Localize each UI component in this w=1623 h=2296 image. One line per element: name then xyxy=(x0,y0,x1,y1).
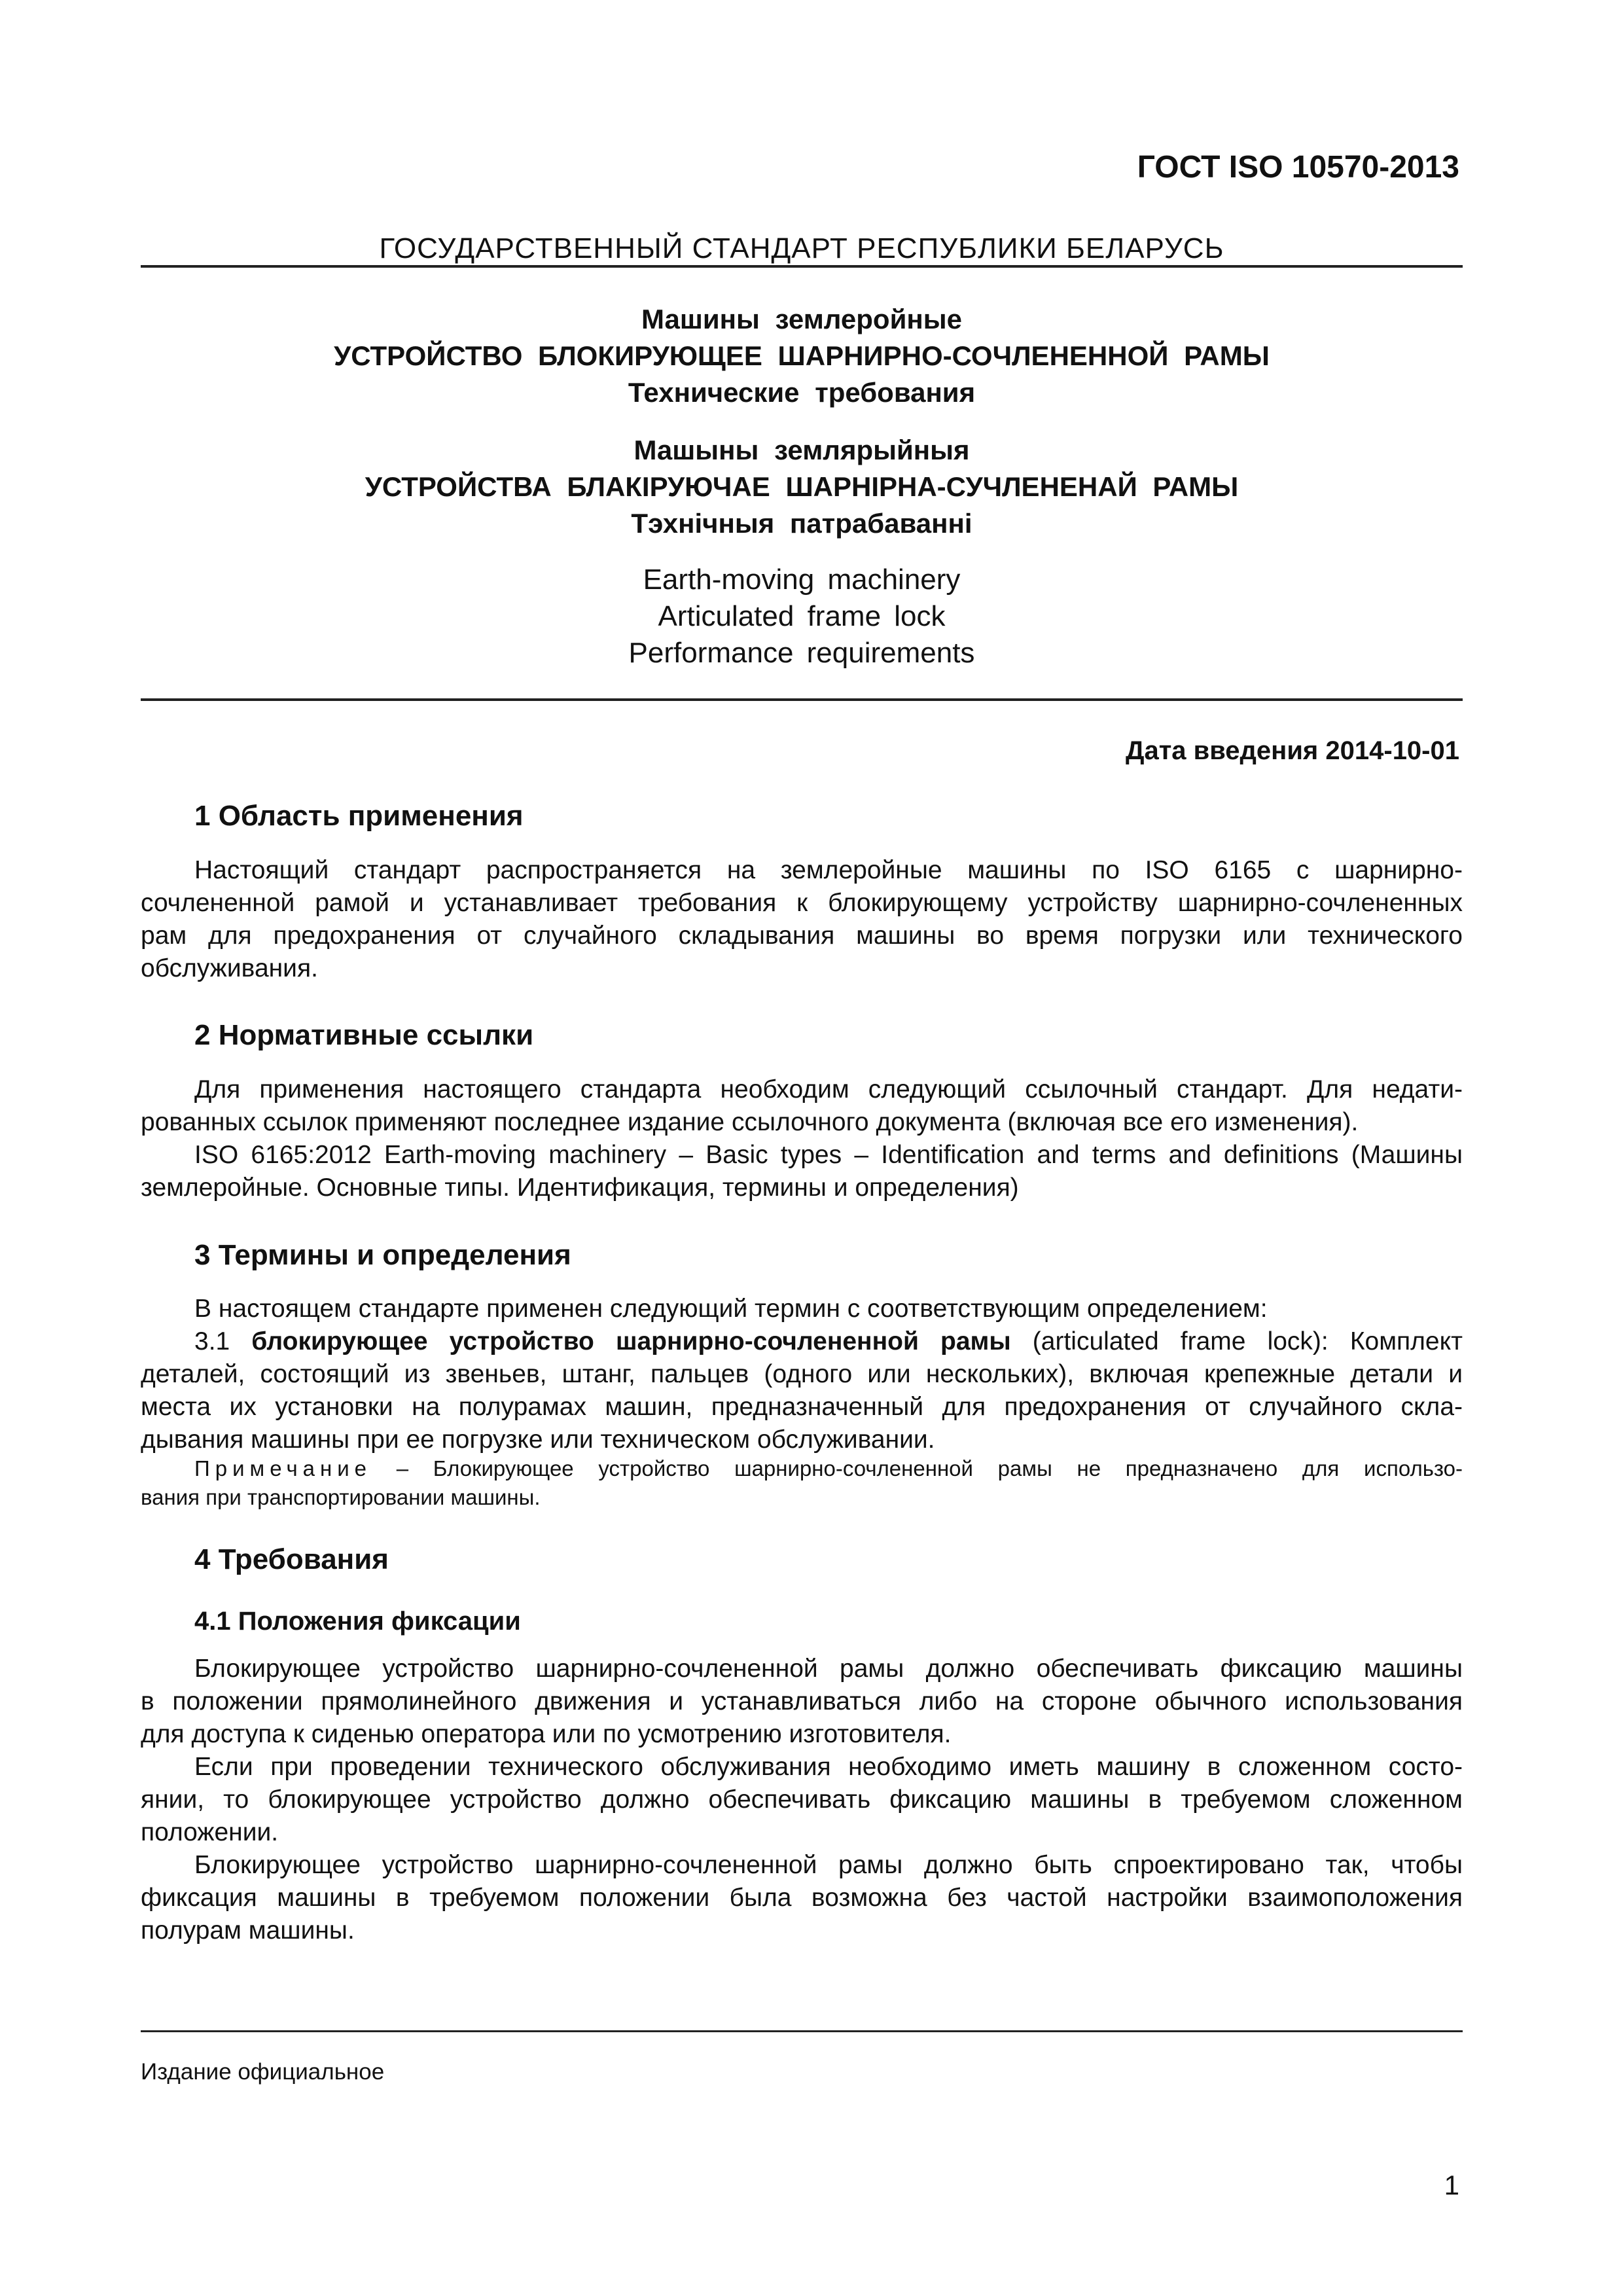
title-en-line2: Articulated frame lock xyxy=(658,600,946,632)
text-line: положении. xyxy=(141,1818,279,1846)
term-definition-start: (articulated frame lock): Комплект xyxy=(1032,1327,1463,1355)
text-line: Для применения настоящего стандарта необходим следующий ссылочный стандарт. Для недати- xyxy=(194,1075,1463,1103)
text-line: полурам машины. xyxy=(141,1916,355,1945)
text-line: Если при проведении технического обслуживания необходимо иметь машину в сложенном состо- xyxy=(194,1753,1463,1781)
page-number: 1 xyxy=(1444,2170,1459,2200)
text-line: землеройные. Основные типы. Идентификация, термины и определения) xyxy=(141,1174,1019,1202)
text-line: места их установки на полурамах машин, предназначенный для предохранения от случайного скла- xyxy=(141,1393,1463,1421)
text-line: Блокирующее устройство шарнирно-сочлененной рамы должно быть спроектировано так, чтобы xyxy=(194,1851,1463,1879)
title-en-line3: Performance requirements xyxy=(628,637,975,669)
state-standard-title: ГОСУДАРСТВЕННЫЙ СТАНДАРТ РЕСПУБЛИКИ БЕЛАРУСЬ xyxy=(379,232,1224,264)
official-edition-label: Издание официальное xyxy=(141,2059,385,2085)
title-by-line3: Тэхнічныя патрабаванні xyxy=(631,508,972,539)
title-ru-line3: Технические требования xyxy=(628,377,976,408)
title-by-line1: Машыны землярыйныя xyxy=(633,435,970,465)
title-en-line1: Earth-moving machinery xyxy=(643,564,961,596)
title-belarusian xyxy=(141,432,1463,542)
title-by-line2: УСТРОЙСТВА БЛАКІРУЮЧАЕ ШАРНІРНА-СУЧЛЕНЕНАЙ РАМЫ xyxy=(365,471,1239,502)
text-line: обслуживания. xyxy=(141,954,318,982)
note-label: Примечание xyxy=(194,1456,372,1480)
section-4-1-heading: 4.1 Положения фиксации xyxy=(194,1607,521,1636)
text-line: в положении прямолинейного движения и устанавливаться либо на стороне обычного использования xyxy=(141,1687,1463,1715)
text-line: Настоящий стандарт распространяется на землеройные машины по ISO 6165 с шарнирно- xyxy=(194,856,1463,884)
term-line xyxy=(141,1325,1463,1358)
section-1-heading: 1 Область применения xyxy=(194,800,524,832)
section-2-text xyxy=(141,1073,1463,1204)
title-rule xyxy=(141,698,1463,701)
text-line: для доступа к сиденью оператора или по усмотрению изготовителя. xyxy=(141,1720,952,1748)
text-line: ISO 6165:2012 Earth-moving machinery – Basic types – Identification and terms and definitions (Машины xyxy=(194,1141,1463,1169)
section-4-heading: 4 Требования xyxy=(194,1543,389,1575)
section-1-text xyxy=(141,854,1463,985)
note-text: – Блокирующее устройство шарнирно-сочлененной рамы не предназначено для использо- xyxy=(396,1456,1463,1480)
text-line: фиксация машины в требуемом положении была возможна без частой настройки взаимоположения xyxy=(141,1884,1463,1912)
title-english xyxy=(141,562,1463,672)
text-line: сочлененной рамой и устанавливает требования к блокирующему устройству шарнирно-сочлененных xyxy=(141,889,1463,917)
section-2-heading: 2 Нормативные ссылки xyxy=(194,1019,534,1051)
document-code: ГОСТ ISO 10570-2013 xyxy=(1137,150,1459,185)
section-3-note xyxy=(141,1454,1463,1512)
term-name: блокирующее устройство шарнирно-сочлененной рамы xyxy=(251,1327,1011,1355)
section-3-text xyxy=(141,1293,1463,1456)
title-russian xyxy=(141,301,1463,411)
note-line xyxy=(141,1454,1463,1483)
text-line: В настоящем стандарте применен следующий термин с соответствующим определением: xyxy=(194,1295,1268,1323)
title-ru-line1: Машины землеройные xyxy=(641,304,962,334)
header-rule xyxy=(141,265,1463,268)
term-number: 3.1 xyxy=(194,1327,230,1355)
text-line: рованных ссылок применяют последнее издание ссылочного документа (включая все его изменения). xyxy=(141,1108,1359,1136)
note-line: вания при транспортировании машины. xyxy=(141,1485,541,1509)
text-line: Блокирующее устройство шарнирно-сочлененной рамы должно обеспечивать фиксацию машины xyxy=(194,1655,1463,1683)
text-line: рам для предохранения от случайного складывания машины во время погрузки или технического xyxy=(141,922,1463,950)
text-line: деталей, состоящий из звеньев, штанг, пальцев (одного или нескольких), включая крепежные детали и xyxy=(141,1360,1463,1388)
section-4-1-text xyxy=(141,1653,1463,1947)
section-3-heading: 3 Термины и определения xyxy=(194,1239,571,1271)
title-ru-line2: УСТРОЙСТВО БЛОКИРУЮЩЕЕ ШАРНИРНО-СОЧЛЕНЕННОЙ РАМЫ xyxy=(334,340,1270,371)
footer-rule xyxy=(141,2030,1463,2032)
introduction-date: Дата введения 2014-10-01 xyxy=(1125,736,1459,765)
text-line: дывания машины при ее погрузке или техническом обслуживании. xyxy=(141,1426,935,1454)
text-line: янии, то блокирующее устройство должно обеспечивать фиксацию машины в требуемом сложенном xyxy=(141,1785,1463,1814)
